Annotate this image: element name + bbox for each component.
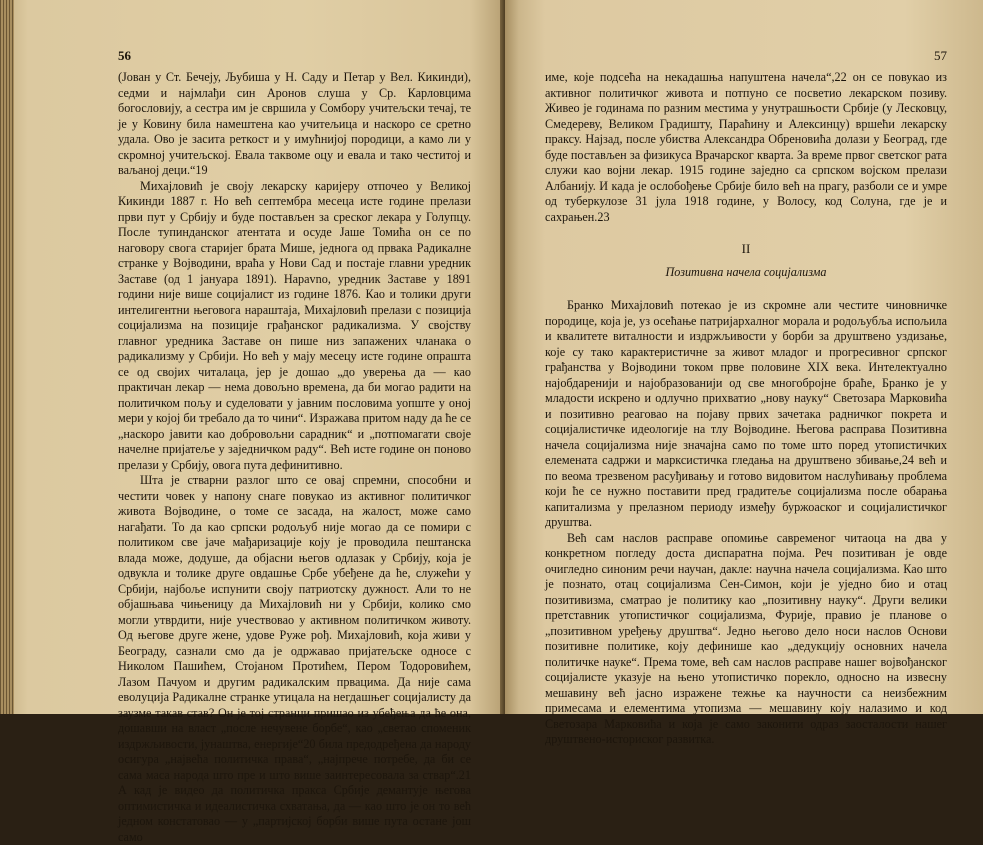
- right-page: [505, 0, 983, 746]
- right-paragraph-2: Бранко Михајловић потекао је из скромне али честите чиновничке породице, која је, уз осећање патријархалног морала и родољубља испољила и квалитете виталности и издржљивости у борби за друштвено уздизање, које су тако карактеристичне за живот младог и прогресивног српског грађанства у Војводини током прве половине XIX века. Интелектуално најобдаренији и најобразованији од све многобројне браће, Бранко је у младости искрено и одлучно прихватио „нову науку“ Светозара Марковића и позитивно реаговао на појаву првих зачетака радничког покрета и социјалистичке идеологије на тлу Војводине. Његова расправа Позитивна начела социјализма није значајна само по томе што поред утопистичких елемената садржи и марксистичка гледања на друштвено збивање,24 већ и по веома трезвеном расуђивању и готово видовитом наслућивању проблема који ће се нужно поставити пред градитеље социјализма после обарања капитализма у прелазном периоду између буржоаског и социјалистичког друштва.: [545, 298, 947, 529]
- right-page-number: 57: [934, 48, 947, 63]
- section-title: Позитивна начела социјализма: [665, 265, 827, 279]
- left-paragraph-1: (Јован у Ст. Бечеју, Љубиша у Н. Саду и Петар у Вел. Кикинди), седми и најмлађи син Аронов слуша у Ср. Карловцима богословију, а сестра им је свршила у Сомбору учитељски течај, те је у Ковину била намештена као учитељица и наскоро се сретно удала. Ово је засита реткост и у имућнијој породици, а камо ли у скромној учитељској. Евала таквоме оцу и евала и тако честитој и ваљаној деци.“19: [118, 70, 471, 177]
- section-number: II: [741, 241, 751, 256]
- left-page-number: 56: [118, 48, 131, 63]
- left-paragraph-2: Михајловић је своју лекарску каријеру отпочео у Великој Кикинди 1887 г. Но већ септембра месеца исте године прелази први пут у Србију и буде постављен за среског лекара у Голупцу. После тупинданског атентата и осуде Јаше Томића он се по наговору свога старијег брата Мише, једнога од првака Радикалне странке у Војводини, враћа у Нови Сад и постаје главни уредник Заставе (од 1 јануара 1891). Нарavno, уредник Заставе у 1891 години није више социјалист из године 1876. Као и толики други интелигентни његовога нараштаја, Михајловић прелази с позиција социјализма на позиције грађанског радикализма. У својству главног уредника Заставе он пише низ запажених чланака о радикализму у Србији. Но већ у мају месецу исте године опрашта се од својих читалаца, јер је дошао „до уверења да — као практичан лекар — нема довољно времена, да би могао радити на политичком пољу и суделовати у јавним пословима уопште у оној мери у којој би требало да то чини“. Изражава притом наду да ће се „наскоро јавити као добровољни сарадник“ и „потпомагати своје начелне пријатеље у заједничком раду“. Већ исте године он поново прелази у Србију, овога пута дефинитивно.: [118, 178, 471, 472]
- left-paragraph-3: Шта је стварни разлог што се овај спремни, способни и честити човек у напону снаге повукао из активног политичког живота Војводине, о томе се засада, на жалост, може само нагађати. То да као српски родољуб није могао да се помири с политиком све јаче мађаризације коју је проводила пештанска влада може, додуше, да објасни његов одлазак у Србију, која је одвукла и толике друге овдашње Србе убеђене да ће, служећи у Србији, најбоље испунити своју патриотску дужност. Али то не објашњава чињеницу да Михајловић ни у Србији, колико смо могли утврдити, није учествовао у активном политичком животу. Од његове друге жене, удове Руже рођ. Михајловић, која живи у Београду, сазнали смо да је одржавао пријатељске односе с Николом Пашићем, Стојаном Протићем, Пером Тодоровићем, Лазом Пачуом и другим радикалским првацима. Да није сама еволуција Радикалне странке утицала на негдашњег социјалисту да заузме такав став? Он је тој странци пришао из убеђења да ће она, дошавши на власт „после нечувене борбе“, као „светао споменик издржљивости, јунаштва, енергије“20 била предодређена да народу осигура „највећа политичка права“, „најпрече потребе, да би се сама маса народа што пре и што више заинтересовала за ствар“.21 А кад је видео да политичка пракса Србије демантује његова оптимистичка и идеалистичка схватања, да — као што је он то већ једном констатовао — у „партијској борби више пута остане још само: [118, 473, 471, 844]
- page-edges: [0, 0, 14, 714]
- right-paragraph-3: Већ сам наслов расправе опомиње савременог читаоца на два у конкретном погледу доста диспаратна појма. Реч позитиван је овде очигледно синоним речи научан, дакле: научна начела социјализма. Као што је познато, отац социјализма Сен-Симон, који је уједно био и отац позитивизма, сматрао је политику као „позитивну науку“. Други велики претставник утопистичког социјализма, Фурије, правио је планове о „позитивном уређењу друштва“. Једно његово дело носи наслов Основи позитивне политике, коју дефинише као „дедукцију основних начела политичке науке“. Према томе, већ сам наслов расправе нашег војвођанског социјалисте указује на њено утопистичко порекло, односно на извесну мешавину већ јасно изражене тежње ка научности са неизбежним примесама и елементима утопизма — мешавину коју налазимо и код Светозара Марковића и која је само законити одраз заосталости нашег друштвено-историског развитка.: [545, 530, 947, 746]
- right-paragraph-1: име, које подсећа на некадашња напуштена начела“,22 он се повукао из активног политичког живота и потпуно се посветио лекарском позиву. Живео је годинама по разним местима у унутрашњости Србије (у Лесковцу, Смедереву, Великом Градишту, Параћину и Алексинцу) вршећи лекарску праксу. Најзад, после убиства Александра Обреновића долази у Београд, где буде постављен за физикуса Врачарског кварта. За време првог светског рата служи као војни лекар. 1915 године заједно са српском војском прелази Албанију. И када је ослобођење Србије било већ на прагу, разболи се и умре од туберкулозе 31 јула 1918 године, у Волосу, код Солуна, где је и сахрањен.23: [545, 70, 947, 224]
